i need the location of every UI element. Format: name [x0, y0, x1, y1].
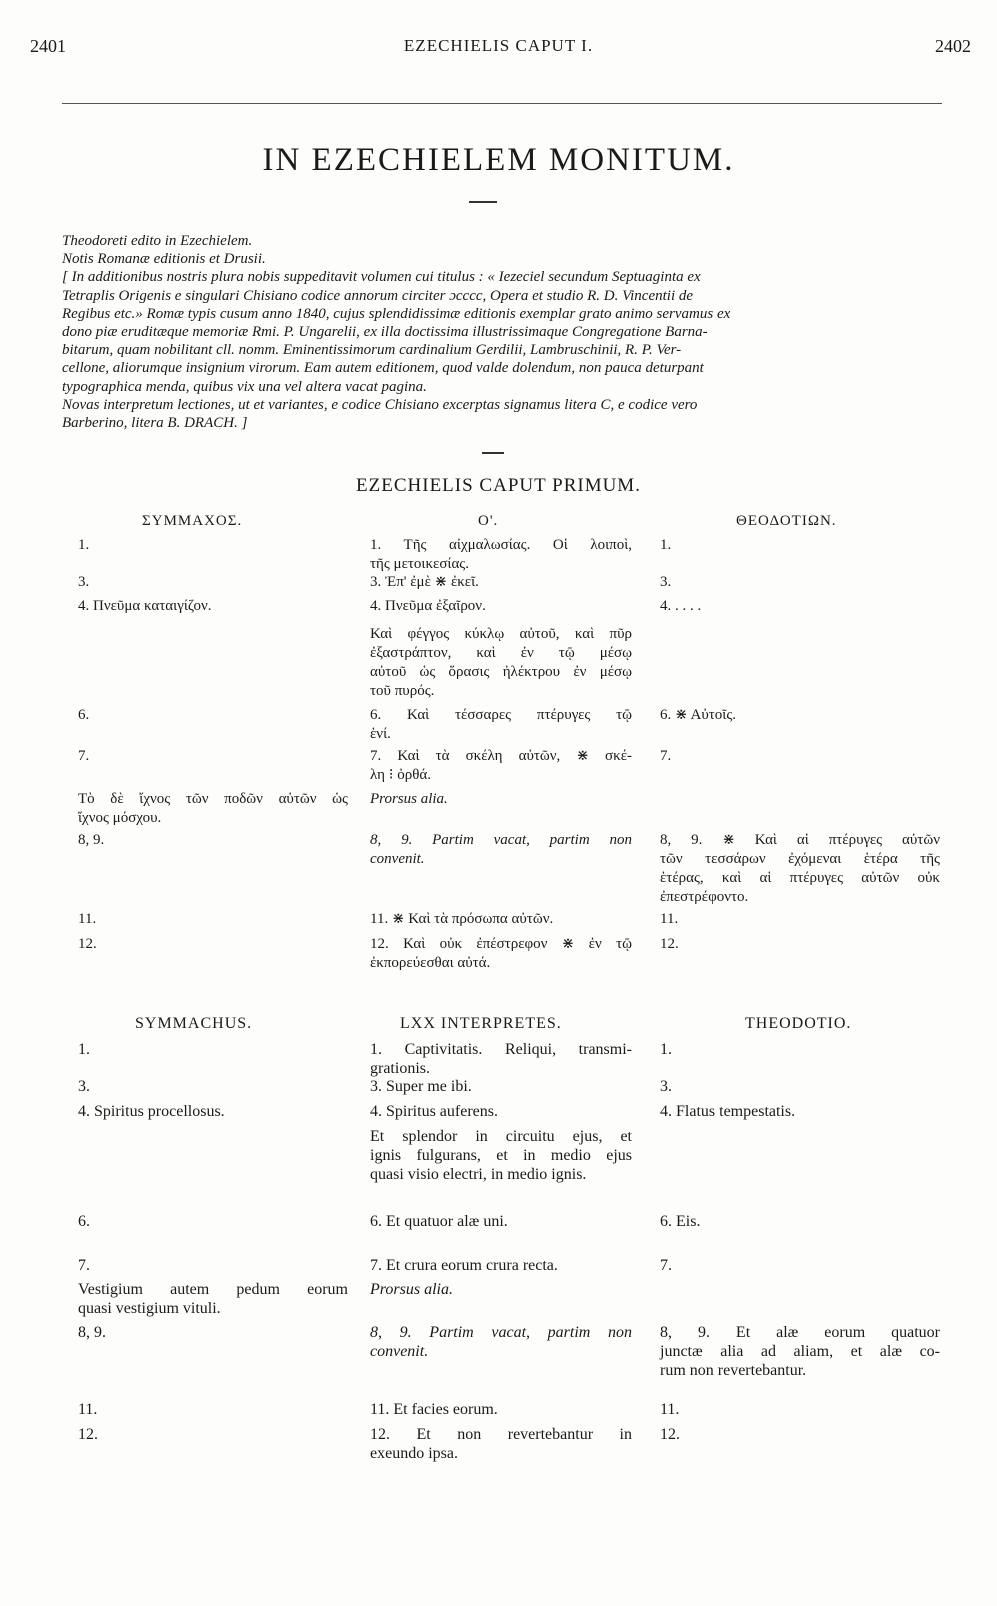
cell-line: ἐξαστράπτον, καὶ ἐν τῷ μέσῳ — [370, 645, 632, 661]
cell-line: quasi vestigium vituli. — [78, 1300, 221, 1317]
cell-line: 12. — [660, 1426, 680, 1443]
cell-line: 7. — [660, 1257, 672, 1274]
monitum-text — [62, 232, 948, 432]
greek-table-lxx-cell — [370, 706, 632, 744]
monitum-line: typographica menda, quibus vix una vel altera vacat pagina. — [62, 378, 427, 395]
cell-line: ἑτέρας, καὶ αἱ πτέρυγες αὐτῶν οὐκ — [660, 870, 940, 886]
cell-line: 4. . . . . — [660, 598, 702, 614]
cell-line: 3. Ἐπ' ἐμὲ ⋇ ἐκεῖ. — [370, 574, 479, 590]
latin-table-th-cell — [660, 1256, 940, 1275]
cell-line: 7. — [78, 748, 90, 764]
latin-table-th-cell — [660, 1323, 940, 1380]
col-head-lxx-greek: Ο'. — [478, 513, 499, 529]
cell-line: 8, 9. — [78, 1324, 106, 1341]
cell-line: 4. Spiritus procellosus. — [78, 1103, 225, 1120]
cell-line: λη ⁝ ὀρθά. — [370, 767, 432, 783]
monitum-line: bitarum, quam nobilitant cll. nomm. Eminentissimorum cardinalium Gerdilii, Lambruschinii, R. P. Ver- — [62, 342, 682, 359]
latin-table-sym-cell — [78, 1212, 348, 1231]
monitum-line: Tetraplis Origenis e singulari Chisiano codice annorum circiter ɔcccc, Opera et studio R. D. Vincentii de — [62, 287, 694, 304]
cell-line: ignis fulgurans, et in medio ejus — [370, 1147, 632, 1164]
greek-table-sym-cell — [78, 706, 348, 725]
cell-line: ἑνί. — [370, 726, 391, 742]
cell-line: 1. — [660, 537, 672, 553]
cell-line: 11. — [660, 911, 679, 927]
cell-line: 1. Captivitatis. Reliqui, transmi- — [370, 1041, 632, 1058]
title-dash — [469, 201, 497, 203]
cell-line: 12. — [78, 1426, 98, 1443]
greek-table-sym-cell — [78, 831, 348, 850]
cell-line: 12. — [78, 936, 97, 952]
greek-table-th-cell — [660, 706, 940, 725]
monitum-line: Regibus etc.» Romæ typis cusum anno 1840, cujus splendidissimæ editionis exemplar grato animo servamus ex — [62, 305, 731, 322]
latin-table-lxx-cell — [370, 1425, 632, 1463]
cell-line: ἐπεστρέφοντο. — [660, 889, 749, 905]
cell-line: 7. — [78, 1257, 90, 1274]
cell-line: Τὸ δὲ ἴχνος τῶν ποδῶν αὐτῶν ὡς — [78, 791, 348, 807]
latin-table-sym-cell — [78, 1256, 348, 1275]
chapter-title: EZECHIELIS CAPUT PRIMUM. — [356, 475, 641, 496]
cell-line: 3. Super me ibi. — [370, 1078, 472, 1095]
cell-line: αὐτοῦ ὡς ὅρασις ἠλέκτρου ἐν μέσῳ — [370, 664, 632, 680]
greek-table-sym-cell — [78, 536, 348, 555]
monitum-line: Novas interpretum lectiones, ut et variantes, e codice Chisiano excerptas signamus litera C, e codice vero — [62, 396, 698, 413]
cell-line: ἴχνος μόσχου. — [78, 810, 162, 826]
greek-table-th-cell — [660, 831, 940, 907]
greek-table-lxx-cell — [370, 935, 632, 973]
cell-line: 11. — [78, 1401, 98, 1418]
cell-line: junctæ alia ad aliam, et alæ co- — [660, 1343, 940, 1360]
cell-line: 1. — [78, 537, 90, 553]
cell-line: 1. — [660, 1041, 672, 1058]
greek-table-lxx-cell — [370, 831, 632, 869]
latin-table-sym-cell — [78, 1323, 348, 1342]
cell-line: Vestigium autem pedum eorum — [78, 1281, 348, 1298]
cell-line: 3. — [660, 1078, 672, 1095]
latin-table-th-cell — [660, 1400, 940, 1419]
greek-table-sym-cell — [78, 573, 348, 592]
latin-table-lxx-cell — [370, 1256, 632, 1275]
greek-table-lxx-cell — [370, 536, 632, 574]
cell-line: 8, 9. Partim vacat, partim non — [370, 1324, 632, 1341]
cell-line: 7. Καὶ τὰ σκέλη αὐτῶν, ⋇ σκέ- — [370, 748, 632, 764]
cell-line: 8, 9. — [78, 832, 105, 848]
latin-table-th-cell — [660, 1212, 940, 1231]
cell-line: 6. Et quatuor alæ uni. — [370, 1213, 508, 1230]
cell-line: 11. ⋇ Καὶ τὰ πρόσωπα αὐτῶν. — [370, 911, 554, 927]
col-head-theodotion-greek: ΘΕΟΔΟΤΙΩΝ. — [736, 513, 837, 529]
greek-table-th-cell — [660, 597, 940, 616]
cell-line: convenit. — [370, 1343, 429, 1360]
greek-table-th-cell — [660, 747, 940, 766]
latin-table-sym-cell — [78, 1077, 348, 1096]
cell-line: rum non revertebantur. — [660, 1362, 807, 1379]
page-number-right: 2402 — [935, 36, 971, 56]
latin-table-th-cell — [660, 1040, 940, 1059]
cell-line: τῶν τεσσάρων ἐχόμεναι ἑτέρα τῆς — [660, 851, 940, 867]
cell-line: exeundo ipsa. — [370, 1445, 458, 1462]
cell-line: τοῦ πυρός. — [370, 683, 435, 699]
cell-line: 3. — [78, 1078, 90, 1095]
greek-table-th-cell — [660, 935, 940, 954]
latin-table-lxx-cell — [370, 1400, 632, 1419]
latin-table-lxx-cell — [370, 1102, 632, 1121]
monitum-line: Theodoreti edito in Ezechielem. — [62, 233, 253, 249]
cell-line: quasi visio electri, in medio ignis. — [370, 1166, 587, 1183]
greek-table-sym-cell — [78, 597, 348, 616]
cell-line: 11. — [78, 911, 97, 927]
cell-line: 4. Πνεῦμα ἐξαῖρον. — [370, 598, 486, 614]
greek-table-sym-cell — [78, 910, 348, 929]
greek-table-lxx-cell — [370, 573, 632, 592]
greek-table-sym-cell — [78, 935, 348, 954]
latin-table-th-cell — [660, 1102, 940, 1121]
monitum-line: dono piæ eruditæque memoriæ Rmi. P. Ungarelii, ex illa doctissima illustrissimaque Congregatione Barna- — [62, 324, 708, 341]
page-number-left: 2401 — [30, 36, 66, 56]
header-rule — [62, 103, 942, 104]
cell-line: 7. — [660, 748, 672, 764]
cell-line: 8, 9. Et alæ eorum quatuor — [660, 1324, 940, 1341]
greek-table-th-cell — [660, 536, 940, 555]
latin-table-lxx-cell — [370, 1040, 632, 1078]
latin-table-sym-cell — [78, 1400, 348, 1419]
monitum-line: [ In additionibus nostris plura nobis suppeditavit volumen cui titulus : « Iezeciel secundum Septuaginta ex — [62, 269, 701, 286]
greek-table-lxx-cell — [370, 790, 632, 809]
cell-line: Καὶ φέγγος κύκλῳ αὐτοῦ, καὶ πῦρ — [370, 626, 632, 642]
cell-line: 11. — [660, 1401, 680, 1418]
monitum-line: Notis Romanæ editionis et Drusii. — [62, 251, 266, 268]
cell-line: 8, 9. ⋇ Καὶ αἱ πτέρυγες αὐτῶν — [660, 832, 940, 848]
greek-table-lxx-cell — [370, 625, 632, 701]
cell-line: convenit. — [370, 851, 425, 867]
cell-line: 3. — [660, 574, 672, 590]
running-head: EZECHIELIS CAPUT I. — [403, 36, 594, 55]
cell-line: 7. Et crura eorum crura recta. — [370, 1257, 558, 1274]
col-head-symmachus-latin: SYMMACHUS. — [135, 1015, 253, 1032]
cell-line: 1. — [78, 1041, 90, 1058]
latin-table-lxx-cell — [370, 1127, 632, 1184]
cell-line: 6. Καὶ τέσσαρες πτέρυγες τῷ — [370, 707, 632, 723]
cell-line: 3. — [78, 574, 90, 590]
cell-line: 4. Πνεῦμα καταιγίζον. — [78, 598, 212, 614]
greek-table-sym-cell — [78, 747, 348, 766]
cell-line: grationis. — [370, 1060, 430, 1077]
page-title: IN EZECHIELEM MONITUM. — [262, 142, 735, 178]
col-head-lxx-latin: LXX INTERPRETES. — [400, 1015, 562, 1032]
latin-table-lxx-cell — [370, 1212, 632, 1231]
latin-table-lxx-cell — [370, 1280, 632, 1299]
cell-line: 6. — [78, 1213, 90, 1230]
cell-line: Prorsus alia. — [370, 791, 448, 807]
cell-line: 6. — [78, 707, 90, 723]
latin-table-th-cell — [660, 1425, 940, 1444]
latin-table-th-cell — [660, 1077, 940, 1096]
cell-line: 12. Καὶ οὐκ ἐπέστρεφον ⋇ ἐν τῷ — [370, 936, 632, 952]
greek-table-sym-cell — [78, 790, 348, 828]
cell-line: 6. Eis. — [660, 1213, 701, 1230]
greek-table-th-cell — [660, 910, 940, 929]
col-head-symmachus-greek: ΣΥΜΜΑΧΟΣ. — [142, 513, 243, 529]
greek-table-lxx-cell — [370, 747, 632, 785]
cell-line: 4. Spiritus auferens. — [370, 1103, 498, 1120]
latin-table-sym-cell — [78, 1425, 348, 1444]
section-dash — [482, 452, 504, 454]
cell-line: τῆς μετοικεσίας. — [370, 556, 469, 572]
cell-line: ἐκπορεύεσθαι αὐτά. — [370, 955, 491, 971]
cell-line: 6. ⋇ Αὐτοῖς. — [660, 707, 737, 723]
cell-line: 12. — [660, 936, 679, 952]
cell-line: 4. Flatus tempestatis. — [660, 1103, 796, 1120]
col-head-theodotion-latin: THEODOTIO. — [745, 1015, 852, 1032]
greek-table-lxx-cell — [370, 910, 632, 929]
cell-line: 12. Et non revertebantur in — [370, 1426, 632, 1443]
latin-table-sym-cell — [78, 1040, 348, 1059]
latin-table-lxx-cell — [370, 1077, 632, 1096]
latin-table-sym-cell — [78, 1102, 348, 1121]
latin-table-sym-cell — [78, 1280, 348, 1318]
cell-line: 11. Et facies eorum. — [370, 1401, 498, 1418]
latin-table-lxx-cell — [370, 1323, 632, 1361]
greek-table-th-cell — [660, 573, 940, 592]
greek-table-lxx-cell — [370, 597, 632, 616]
monitum-line: cellone, aliorumque insignium virorum. Eam autem editionem, quod valde dolendum, non pauca deturpant — [62, 360, 704, 377]
cell-line: 1. Τῆς αἰχμαλωσίας. Οἱ λοιποὶ, — [370, 537, 632, 553]
cell-line: Et splendor in circuitu ejus, et — [370, 1128, 632, 1145]
monitum-line: Barberino, litera B. DRACH. ] — [62, 415, 248, 432]
cell-line: 8, 9. Partim vacat, partim non — [370, 832, 632, 848]
cell-line: Prorsus alia. — [370, 1281, 453, 1298]
